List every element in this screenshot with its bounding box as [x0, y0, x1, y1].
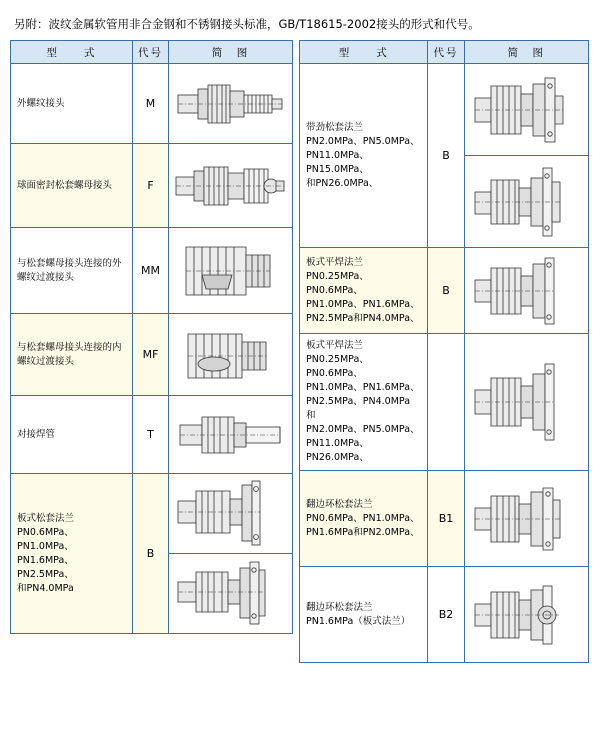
row-type-label: 与松套螺母接头连接的内螺纹过渡接头 [17, 341, 122, 367]
header-code: 代号 [133, 41, 169, 64]
plate-lap-joint-flange-alt-icon [172, 554, 290, 632]
row-type-cell [300, 334, 428, 471]
row-type-label: 与松套螺母接头连接的外螺纹过渡接头 [17, 257, 122, 283]
row-code-cell: B [428, 64, 464, 248]
row-type-label [300, 493, 427, 545]
row-figure-cell [169, 396, 293, 474]
row-type-line: PN1.0MPa、PN1.6MPa、 [306, 382, 420, 393]
row-type-line: PN0.6MPa、PN1.0MPa、 [17, 526, 74, 552]
row-code-cell: M [133, 64, 169, 144]
header-code: 代号 [428, 41, 464, 64]
row-type-line: PN2.0MPa、PN5.0MPa、 [306, 424, 420, 435]
header-type: 型 式 [300, 41, 428, 64]
female-thread-adapter-icon [172, 320, 290, 390]
row-type-line: 带劲松套法兰 [306, 121, 364, 133]
row-type-line: PN1.6MPa、PN2.5MPa、 [17, 554, 74, 580]
row-type-cell [11, 144, 133, 228]
row-type-line: PN1.6MPa和PN2.0MPa、 [306, 526, 420, 538]
row-type-line: PN1.0MPa、PN1.6MPa、 [306, 298, 420, 310]
table-row [11, 228, 293, 314]
row-figure-cell [464, 64, 588, 156]
row-type-label [300, 596, 427, 634]
ribbed-lap-flange-a-icon [467, 66, 585, 154]
row-code-cell: B2 [428, 567, 464, 663]
row-figure-cell [464, 334, 588, 471]
row-type-label [11, 507, 132, 601]
row-type-line: 和PN4.0MPa [17, 582, 74, 594]
page-title: 另附：波纹金属软管用非合金钢和不锈钢接头标准，GB/T18615-2002接头的形式和代号。 [14, 17, 480, 31]
row-type-cell [11, 474, 133, 634]
row-type-label [300, 251, 427, 331]
figure-top [169, 475, 292, 554]
header-figure: 简 图 [464, 41, 588, 64]
row-type-cell [300, 248, 428, 334]
row-type-line: PN11.0MPa、PN15.0MPa、 [306, 149, 369, 175]
plate-slip-on-flange-b-icon [467, 352, 585, 452]
row-type-line: 板式平焊法兰 [306, 340, 364, 351]
row-code-cell: T [133, 396, 169, 474]
figure-bottom [169, 554, 292, 632]
table-row [300, 334, 589, 471]
row-type-line: 和PN26.0MPa、 [306, 177, 379, 189]
row-figure-cell [464, 248, 588, 334]
table-row [11, 314, 293, 396]
table-row [300, 567, 589, 663]
row-type-cell [11, 396, 133, 474]
left-spec-table [10, 40, 293, 634]
table-row [11, 64, 293, 144]
row-type-label: 外螺纹接头 [17, 97, 65, 109]
plate-slip-on-flange-a-icon [467, 250, 585, 332]
row-type-line: 板式平焊法兰 [306, 256, 364, 268]
row-figure-cell [169, 228, 293, 314]
table-row [300, 248, 589, 334]
flared-ring-lap-flange-icon [467, 474, 585, 564]
row-code-cell [428, 334, 464, 471]
row-type-line: PN0.25MPa、PN0.6MPa、 [306, 354, 369, 379]
row-figure-cell [169, 144, 293, 228]
table-row [300, 64, 589, 156]
threaded-male-coupling-icon [172, 71, 290, 137]
row-type-line: PN0.25MPa、PN0.6MPa、 [306, 270, 369, 296]
flared-ring-lap-flange-plate-icon [467, 570, 585, 660]
row-type-cell [300, 471, 428, 567]
row-code-cell: B [133, 474, 169, 634]
row-code-cell: MF [133, 314, 169, 396]
row-code-cell: B [428, 248, 464, 334]
row-figure-cell [464, 156, 588, 248]
table-header-row [300, 41, 589, 64]
row-type-line: PN2.0MPa、PN5.0MPa、 [306, 135, 420, 147]
spherical-seal-union-nut-icon [172, 151, 290, 221]
row-type-label [300, 116, 427, 196]
spec-tables [10, 40, 590, 663]
row-code-cell: B1 [428, 471, 464, 567]
row-type-cell [11, 64, 133, 144]
row-type-label [300, 334, 427, 470]
row-type-cell [300, 64, 428, 248]
row-type-label: 对接焊管 [17, 428, 56, 440]
row-type-label: 球面密封松套螺母接头 [17, 179, 113, 191]
table-row [11, 396, 293, 474]
row-type-line: 翻边环松套法兰 [306, 498, 373, 510]
row-figure-cell [169, 64, 293, 144]
plate-lap-joint-flange-icon [172, 475, 290, 553]
row-type-cell [11, 228, 133, 314]
row-figure-cell [464, 567, 588, 663]
male-thread-adapter-icon [172, 235, 290, 307]
row-figure-cell [169, 314, 293, 396]
row-type-line: PN1.6MPa（板式法兰） [306, 615, 411, 627]
row-type-line: 翻边环松套法兰 [306, 601, 373, 613]
table-row [11, 144, 293, 228]
row-type-line: PN0.6MPa、PN1.0MPa、 [306, 512, 420, 524]
row-figure-cell [169, 474, 293, 634]
butt-weld-pipe-icon [172, 403, 290, 467]
table-row [300, 471, 589, 567]
row-code-cell: MM [133, 228, 169, 314]
row-type-line: 板式松套法兰 [17, 512, 75, 524]
ribbed-lap-flange-b-icon [467, 158, 585, 246]
table-header-row [11, 41, 293, 64]
row-type-cell [11, 314, 133, 396]
row-type-line: PN11.0MPa、PN26.0MPa、 [306, 438, 369, 463]
right-spec-table [299, 40, 589, 663]
row-type-line: PN2.5MPa和PN4.0MPa、 [306, 312, 420, 324]
header-type: 型 式 [11, 41, 133, 64]
table-row [11, 474, 293, 634]
header-figure: 简 图 [169, 41, 293, 64]
row-type-cell [300, 567, 428, 663]
row-figure-cell [464, 471, 588, 567]
row-code-cell: F [133, 144, 169, 228]
row-type-line: PN2.5MPa、PN4.0MPa 和 [306, 396, 411, 421]
